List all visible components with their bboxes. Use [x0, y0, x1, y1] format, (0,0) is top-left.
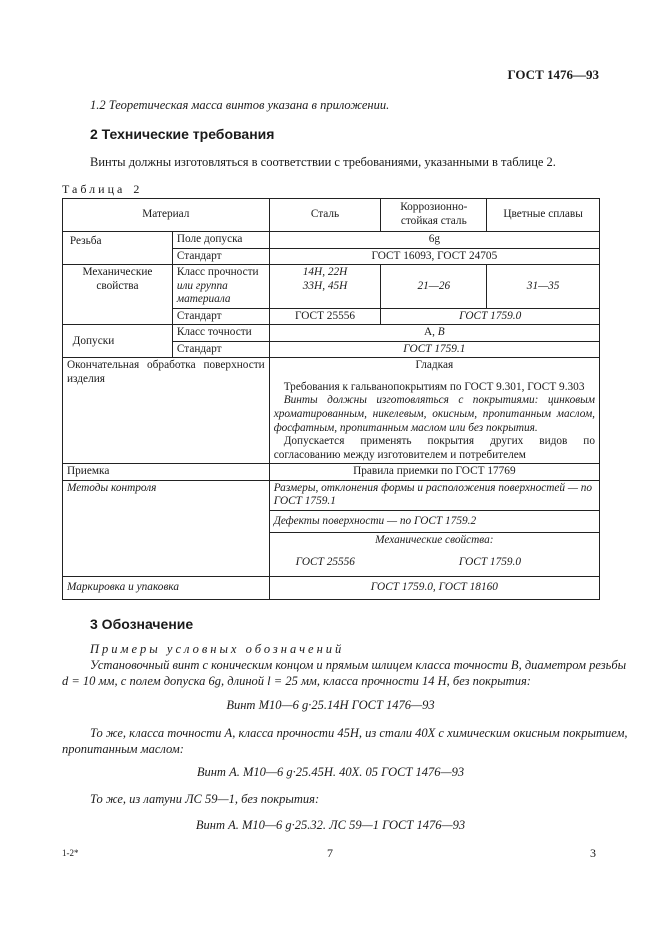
page-number-center: 7 — [327, 846, 333, 860]
document-code: ГОСТ 1476—93 — [507, 67, 599, 82]
example-1-text-1: Установочный винт с коническим концом и прямым шлицем класса точности B, диаметром резьбы — [90, 658, 627, 672]
example-1-designation: Винт М10—6 g·25.14H ГОСТ 1476—93 — [226, 698, 435, 712]
row-control-label: Методы контроля — [63, 480, 270, 577]
intro-note: 1.2 Теоретическая масса винтов указана в приложении. — [90, 98, 390, 112]
row-thread-label: Резьба — [63, 232, 173, 265]
table-row — [63, 232, 600, 249]
example-2-text-1: То же, класса точности А, класса прочности 45H, из стали 40X с химическим окисным покрытием, — [90, 726, 628, 740]
control-mech-steel: ГОСТ 25556 — [269, 549, 381, 577]
tolerances-accuracy-value — [269, 325, 599, 342]
table-row — [63, 358, 600, 464]
accuracy-value-b: B — [437, 326, 445, 339]
example-3-designation: Винт А. М10—6 g·25.32. ЛС 59—1 ГОСТ 1476—93 — [195, 818, 466, 832]
header-nonferrous: Цветные сплавы — [487, 199, 600, 232]
finish-line-1: Требования к гальванопокрытиям по ГОСТ 9.301, ГОСТ 9.303 — [283, 380, 585, 393]
table-caption — [62, 182, 139, 197]
page-number-right: 3 — [590, 846, 596, 860]
mech-corrosion-class: 21—26 — [381, 265, 487, 309]
tolerances-standard-value: ГОСТ 1759.1 — [269, 341, 599, 358]
mech-steel-class — [269, 265, 381, 309]
thread-tolerance-label: Поле допуска — [172, 232, 269, 249]
table-row — [63, 577, 600, 600]
mech-standard-rest: ГОСТ 1759.0 — [381, 308, 600, 325]
finish-line-2: Винты должны изготовляться с покрытиями: цинковым хроматированным, никелевым, окисным, пропитанным маслом, фосфатным, пропитанным маслом или без покрытия. — [273, 394, 595, 434]
finish-line-3: Допускается применять покрытия других видов по согласованию между изготовителем и потребителем — [273, 435, 595, 461]
mech-steel-class-1: 14H, 22H — [302, 266, 348, 279]
thread-standard-value: ГОСТ 16093, ГОСТ 24705 — [269, 248, 599, 265]
mech-class-label-2: или группа материала — [176, 279, 231, 306]
header-corrosion — [381, 199, 487, 232]
table-row — [63, 464, 600, 481]
row-mech-label: Механические свойства — [63, 265, 173, 325]
header-corrosion-line1: Коррозионно- — [400, 201, 468, 214]
mech-nonferrous-class: 31—35 — [487, 265, 600, 309]
tolerances-standard-label: Стандарт — [172, 341, 269, 358]
example-2-text-2: пропитанным маслом: — [62, 742, 184, 756]
mech-class-label — [172, 265, 269, 309]
example-1-text-2: d = 10 мм, с полем допуска 6g, длиной l = 25 мм, класса прочности 14 H, без покрытия: — [62, 674, 531, 688]
row-tolerances-label: Допуски — [63, 325, 173, 358]
header-material: Материал — [63, 199, 270, 232]
mech-standard-label: Стандарт — [172, 308, 269, 325]
control-value-1: Размеры, отклонения формы и расположения поверхностей — по ГОСТ 1759.1 — [269, 480, 599, 510]
requirements-table — [62, 198, 600, 600]
example-2-designation: Винт А. М10—6 g·25.45H. 40X. 05 ГОСТ 1476—93 — [196, 765, 465, 779]
control-mech-title: Механические свойства: — [269, 533, 599, 549]
section-3-title: 3 Обозначение — [90, 616, 194, 632]
table-row — [63, 265, 600, 309]
footer-mark: 1-2* — [62, 848, 79, 858]
table-row — [63, 480, 600, 510]
header-steel: Сталь — [269, 199, 381, 232]
finish-value — [269, 358, 599, 464]
acceptance-value: Правила приемки по ГОСТ 17769 — [269, 464, 599, 481]
marking-value: ГОСТ 1759.0, ГОСТ 18160 — [269, 577, 599, 600]
section-2-text: Винты должны изготовляться в соответствии с требованиями, указанными в таблице 2. — [90, 155, 556, 169]
control-mech-rest: ГОСТ 1759.0 — [381, 549, 600, 577]
thread-standard-label: Стандарт — [172, 248, 269, 265]
mech-class-label-1: Класс прочности — [176, 266, 259, 279]
examples-heading: Примеры условных обозначений — [90, 642, 345, 656]
accuracy-value-a: А, — [423, 326, 435, 339]
header-corrosion-line2: стойкая сталь — [400, 215, 467, 227]
mech-standard-steel: ГОСТ 25556 — [269, 308, 381, 325]
control-value-2: Дефекты поверхности — по ГОСТ 1759.2 — [269, 510, 599, 533]
table-caption-word: Таблица — [62, 182, 126, 196]
row-marking-label: Маркировка и упаковка — [63, 577, 270, 600]
table-row — [63, 325, 600, 342]
section-2-title: 2 Технические требования — [90, 126, 275, 142]
finish-title: Гладкая — [415, 359, 454, 372]
mech-steel-class-2: 33H, 45H — [302, 279, 348, 292]
example-3-text: То же, из латуни ЛС 59—1, без покрытия: — [90, 792, 320, 806]
tolerances-accuracy-label: Класс точности — [172, 325, 269, 342]
thread-tolerance-value: 6g — [269, 232, 599, 249]
table-caption-number: 2 — [133, 182, 140, 196]
row-finish-label: Окончательная обработка поверхности изделия — [63, 358, 270, 464]
table-header-row — [63, 199, 600, 232]
row-acceptance-label: Приемка — [63, 464, 270, 481]
